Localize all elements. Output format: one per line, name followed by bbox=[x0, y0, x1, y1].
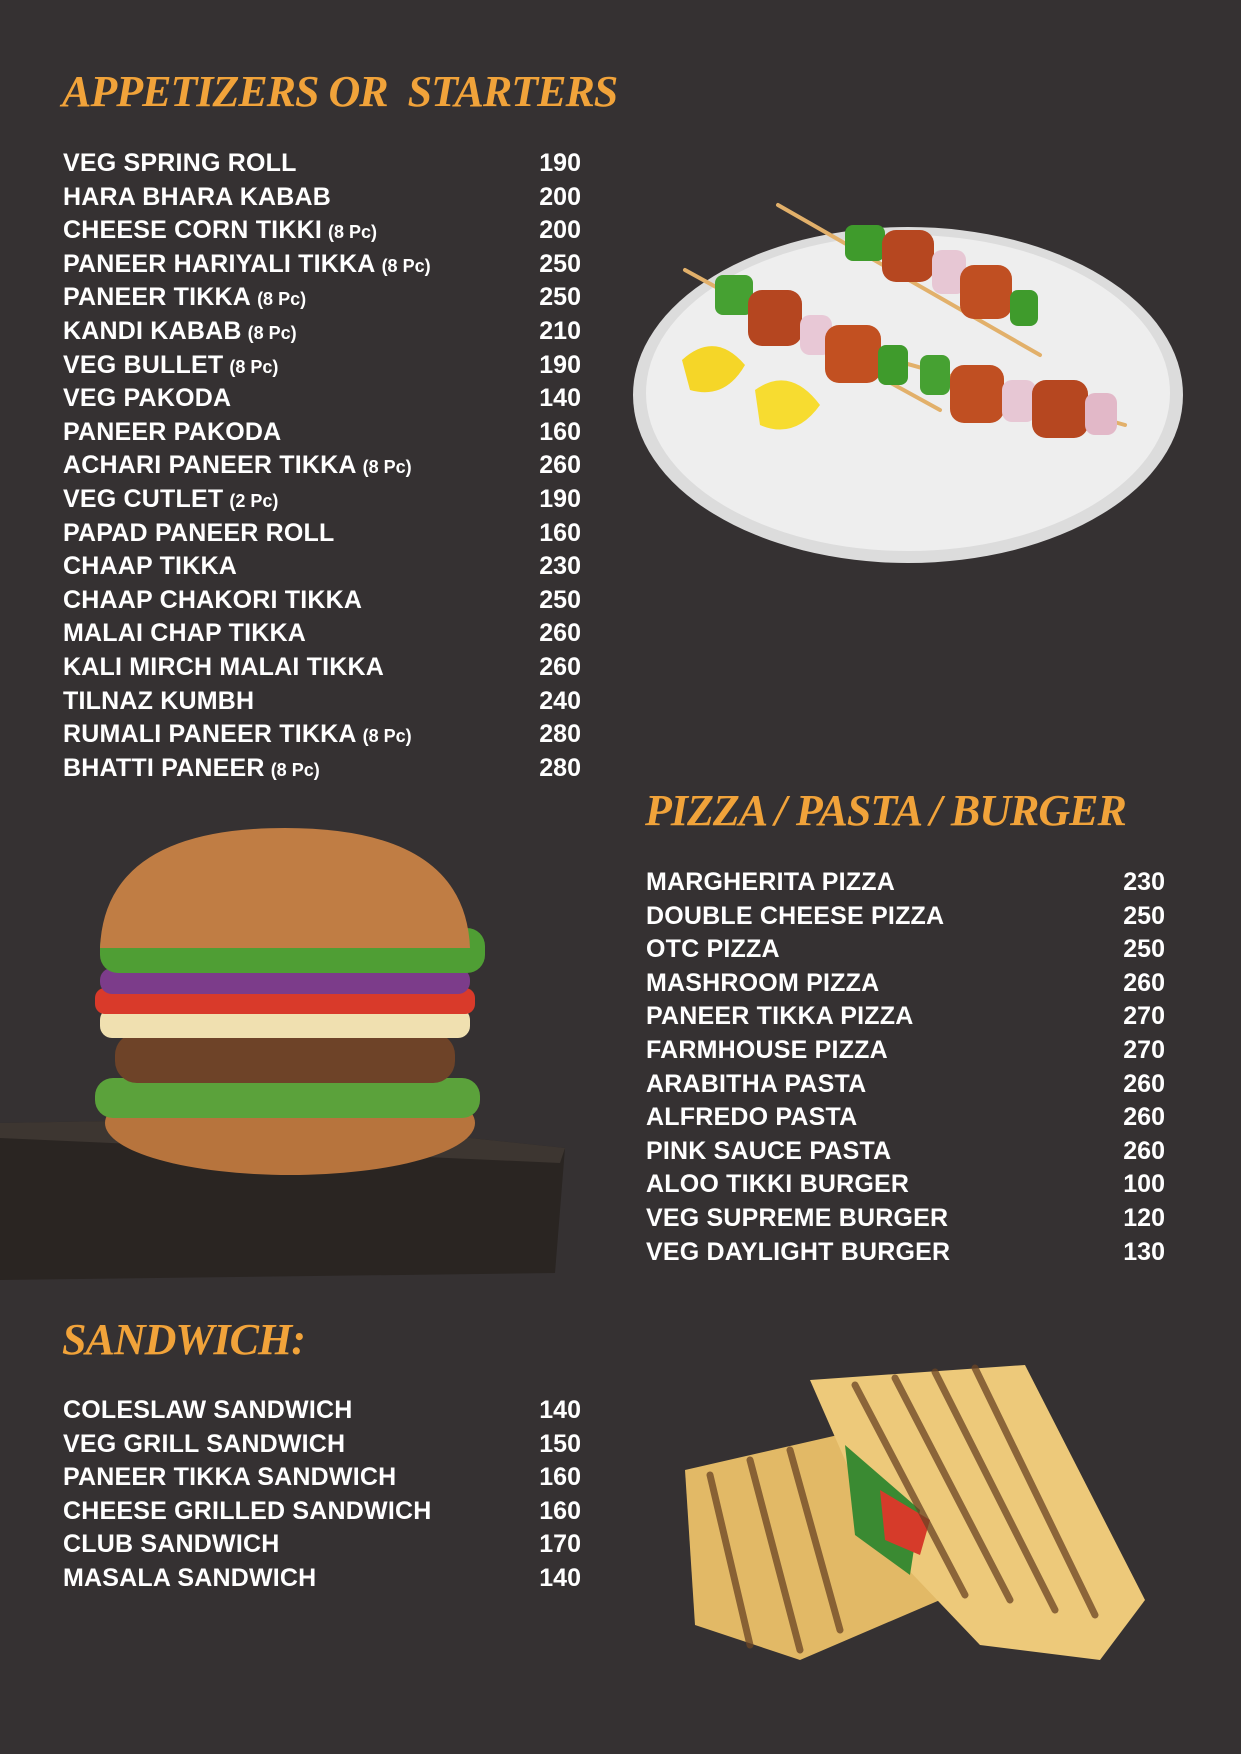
menu-item bbox=[63, 651, 581, 685]
menu-item-name: PAPAD PANEER ROLL bbox=[63, 518, 335, 547]
menu-item bbox=[646, 967, 1165, 1001]
menu-item-portion: (8 Pc) bbox=[229, 356, 279, 377]
menu-item-price: 200 bbox=[539, 216, 581, 245]
menu-item-name: VEG SUPREME BURGER bbox=[646, 1203, 949, 1232]
sandwich-list bbox=[63, 1394, 581, 1596]
menu-item-price: 140 bbox=[539, 1396, 581, 1424]
menu-item-portion: (8 Pc) bbox=[381, 255, 431, 276]
menu-item-name: VEG PAKODA bbox=[63, 384, 232, 413]
menu-item bbox=[63, 1394, 581, 1428]
menu-item bbox=[646, 1202, 1165, 1236]
menu-item bbox=[646, 1135, 1165, 1169]
menu-item bbox=[63, 349, 581, 383]
menu-item bbox=[646, 933, 1165, 967]
sandwich-heading: SANDWICH: bbox=[62, 1315, 305, 1364]
menu-item-portion: (8 Pc) bbox=[247, 322, 297, 343]
menu-item bbox=[646, 1034, 1165, 1068]
menu-item-price: 280 bbox=[539, 753, 581, 782]
menu-item-name: BHATTI PANEER bbox=[63, 753, 265, 782]
menu-item-name: TILNAZ KUMBH bbox=[63, 686, 255, 715]
menu-item-price: 230 bbox=[1123, 868, 1165, 896]
menu-item-price: 190 bbox=[539, 484, 581, 513]
menu-item-price: 160 bbox=[539, 1496, 581, 1525]
menu-item-name: MARGHERITA PIZZA bbox=[646, 868, 896, 896]
menu-item bbox=[63, 685, 581, 719]
menu-item-name: KALI MIRCH MALAI TIKKA bbox=[63, 652, 385, 681]
menu-item-price: 190 bbox=[539, 350, 581, 379]
menu-item-price: 260 bbox=[1123, 1136, 1165, 1165]
burger-image bbox=[0, 818, 570, 1283]
menu-item-name: ACHARI PANEER TIKKA bbox=[63, 451, 357, 480]
menu-item bbox=[63, 1461, 581, 1495]
menu-item bbox=[63, 382, 581, 416]
menu-item-price: 190 bbox=[539, 149, 581, 177]
menu-item-price: 270 bbox=[1123, 1002, 1165, 1031]
menu-item-price: 250 bbox=[539, 585, 581, 614]
menu-item-name: RUMALI PANEER TIKKA bbox=[63, 720, 357, 749]
menu-item-name: CHEESE CORN TIKKI bbox=[63, 216, 322, 245]
menu-item-portion: (8 Pc) bbox=[362, 726, 412, 747]
pizza-pasta-burger-list bbox=[646, 866, 1165, 1269]
appetizers-list bbox=[63, 147, 581, 785]
menu-item-name: PANEER HARIYALI TIKKA bbox=[63, 249, 376, 278]
menu-item-name: CHAAP TIKKA bbox=[63, 552, 237, 581]
menu-item-price: 230 bbox=[539, 552, 581, 581]
menu-item bbox=[63, 718, 581, 752]
menu-item-price: 250 bbox=[1123, 935, 1165, 964]
menu-item bbox=[63, 517, 581, 551]
menu-item bbox=[63, 181, 581, 215]
menu-item bbox=[646, 1000, 1165, 1034]
menu-item bbox=[646, 900, 1165, 934]
menu-item-price: 260 bbox=[1123, 1103, 1165, 1132]
menu-item bbox=[63, 281, 581, 315]
menu-item bbox=[646, 1168, 1165, 1202]
menu-item-price: 170 bbox=[539, 1530, 581, 1559]
tikka-skewers-plate-image bbox=[620, 195, 1190, 570]
menu-item-price: 260 bbox=[539, 451, 581, 480]
menu-item-price: 240 bbox=[539, 686, 581, 715]
menu-item-portion: (8 Pc) bbox=[327, 222, 378, 243]
menu-item-price: 150 bbox=[539, 1429, 581, 1458]
menu-item-name: MALAI CHAP TIKKA bbox=[63, 619, 307, 648]
menu-item-name: COLESLAW SANDWICH bbox=[63, 1396, 353, 1424]
menu-item-name: PINK SAUCE PASTA bbox=[646, 1136, 892, 1165]
menu-item-price: 260 bbox=[1123, 1069, 1165, 1098]
menu-item-name: OTC PIZZA bbox=[646, 935, 780, 964]
menu-item-name: ALOO TIKKI BURGER bbox=[646, 1170, 910, 1199]
menu-item-price: 160 bbox=[539, 417, 581, 446]
menu-item-name: MASHROOM PIZZA bbox=[646, 968, 880, 997]
menu-item-name: CLUB SANDWICH bbox=[63, 1530, 280, 1559]
menu-item bbox=[63, 752, 581, 786]
menu-item bbox=[63, 214, 581, 248]
menu-item-name: CHAAP CHAKORI TIKKA bbox=[63, 585, 363, 614]
menu-item-name: PANEER TIKKA SANDWICH bbox=[63, 1463, 397, 1492]
menu-item-price: 160 bbox=[539, 1463, 581, 1492]
menu-item bbox=[63, 315, 581, 349]
appetizers-heading: APPETIZERS OR STARTERS bbox=[62, 67, 618, 116]
menu-item bbox=[63, 449, 581, 483]
menu-item-price: 250 bbox=[1123, 901, 1165, 930]
menu-item-portion: (8 Pc) bbox=[362, 457, 412, 478]
menu-item-name: ALFREDO PASTA bbox=[646, 1103, 858, 1132]
menu-item bbox=[63, 584, 581, 618]
menu-item-price: 260 bbox=[539, 619, 581, 648]
menu-item-portion: (2 Pc) bbox=[229, 490, 279, 511]
menu-item-name: VEG CUTLET bbox=[63, 484, 224, 513]
menu-item-price: 260 bbox=[539, 652, 581, 681]
menu-item bbox=[63, 1528, 581, 1562]
menu-item-price: 250 bbox=[539, 283, 581, 312]
menu-item bbox=[646, 1236, 1165, 1270]
menu-item-price: 120 bbox=[1123, 1203, 1165, 1232]
menu-item-price: 130 bbox=[1123, 1237, 1165, 1266]
menu-item-name: VEG SPRING ROLL bbox=[63, 149, 297, 177]
menu-item-name: ARABITHA PASTA bbox=[646, 1069, 867, 1098]
menu-item-price: 160 bbox=[539, 518, 581, 547]
menu-item-name: VEG DAYLIGHT BURGER bbox=[646, 1237, 951, 1266]
pizza-pasta-burger-heading: PIZZA / PASTA / BURGER bbox=[645, 786, 1126, 835]
menu-item-name: MASALA SANDWICH bbox=[63, 1563, 317, 1592]
grilled-sandwich-image bbox=[680, 1360, 1150, 1670]
menu-item-portion: (8 Pc) bbox=[257, 289, 307, 310]
menu-item-price: 250 bbox=[539, 249, 581, 278]
menu-item-name: KANDI KABAB bbox=[63, 316, 242, 345]
menu-item bbox=[63, 617, 581, 651]
menu-item-name: DOUBLE CHEESE PIZZA bbox=[646, 901, 945, 930]
menu-item-price: 100 bbox=[1123, 1170, 1165, 1199]
menu-item-name: PANEER TIKKA bbox=[63, 283, 252, 312]
menu-item-price: 260 bbox=[1123, 968, 1165, 997]
menu-item bbox=[63, 483, 581, 517]
menu-item bbox=[63, 248, 581, 282]
menu-item-name: CHEESE GRILLED SANDWICH bbox=[63, 1496, 432, 1525]
menu-item-name: VEG GRILL SANDWICH bbox=[63, 1429, 346, 1458]
menu-item bbox=[646, 1101, 1165, 1135]
menu-item-name: PANEER TIKKA PIZZA bbox=[646, 1002, 914, 1031]
menu-item bbox=[63, 1562, 581, 1596]
menu-item bbox=[63, 550, 581, 584]
menu-item-name: HARA BHARA KABAB bbox=[63, 182, 331, 211]
menu-item-name: FARMHOUSE PIZZA bbox=[646, 1035, 888, 1064]
menu-item bbox=[646, 1068, 1165, 1102]
menu-item bbox=[63, 1428, 581, 1462]
menu-item-price: 210 bbox=[539, 316, 581, 345]
menu-item-name: VEG BULLET bbox=[63, 350, 224, 379]
menu-item-name: PANEER PAKODA bbox=[63, 417, 282, 446]
menu-item bbox=[646, 866, 1165, 900]
menu-item bbox=[63, 147, 581, 181]
menu-item-price: 200 bbox=[539, 182, 581, 211]
menu-item bbox=[63, 1495, 581, 1529]
menu-item bbox=[63, 416, 581, 450]
menu-item-portion: (8 Pc) bbox=[270, 759, 320, 780]
menu-item-price: 270 bbox=[1123, 1035, 1165, 1064]
menu-item-price: 140 bbox=[539, 384, 581, 413]
menu-item-price: 140 bbox=[539, 1563, 581, 1592]
menu-item-price: 280 bbox=[539, 720, 581, 749]
